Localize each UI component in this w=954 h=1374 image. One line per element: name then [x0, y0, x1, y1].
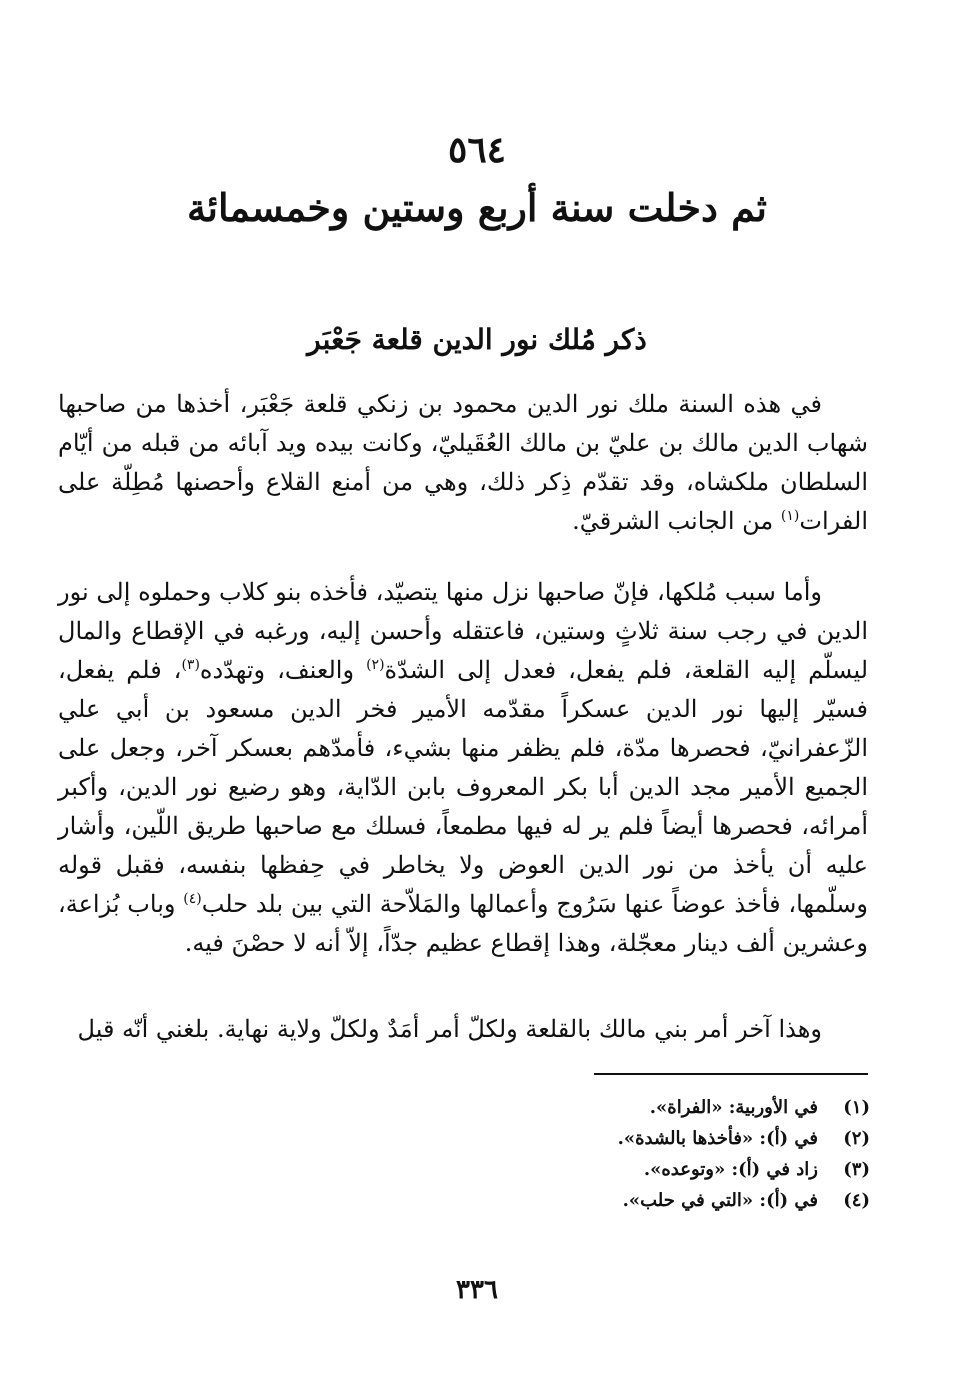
- footnote-text: في (أ): «التي في حلب».: [622, 1190, 818, 1211]
- footnote-item: [470, 1092, 870, 1123]
- footnote-ref-2: (٢): [366, 657, 385, 673]
- paragraph-text: وأما سبب مُلكها، فإنّ صاحبها نزل منها يتصيّد، فأخذه بنو كلاب وحملوه إلى نور الدين في رجب سنة ثلاثٍ وستين، فاعتقله وأحسن إليه، ورغبه في الإقطاع والمال ليسلّم إليه القلعة، فلم يفعل، فعدل إلى الشدّة: [58, 578, 869, 684]
- paragraph-text: في هذه السنة ملك نور الدين محمود بن زنكي قلعة جَعْبَر، أخذها من صاحبها شهاب الدين مالك بن عليّ بن مالك العُقَيليّ، وكانت بيده ويد آبائه من قبله من أيّام السلطان ملكشاه، وقد تقدّم ذِكر ذلك، وهي من أمنع القلاع وأحصنها مُطِلّة على الفرات: [58, 390, 869, 535]
- footnote-text: في الأوربية: «الفراة».: [649, 1097, 818, 1118]
- paragraph-text: وهذا آخر أمر بني مالك بالقلعة ولكلّ أمر أمَدٌ ولكلّ ولاية نهاية. بلغني أنّه قيل: [77, 1015, 822, 1043]
- footnote-number: (٢): [843, 1128, 870, 1149]
- footnote-number: (٤): [843, 1190, 870, 1211]
- year-title: ثم دخلت سنة أربع وستين وخمسمائة: [187, 185, 767, 230]
- footnote-ref-3: (٣): [181, 657, 200, 673]
- page-number: ٣٣٦: [456, 1275, 498, 1305]
- year-number: ٥٦٤: [447, 129, 506, 171]
- footnote-item: [470, 1123, 870, 1154]
- footnotes-list: [470, 1092, 870, 1216]
- paragraph-text: ، فلم يفعل، فسيّر إليها نور الدين عسكراً مقدّمه الأمير فخر الدين مسعود بن أبي علي الزّعفرانيّ، فحصرها مدّة، فلم يظفر منها بشيء، فأمدّهم بعسكر آخر، وجعل على الجميع الأمير مجد الدين أبا بكر المعروف بابن الدّاية، وهو رضيع نور الدين، وأكبر أمرائه، فحصرها أيضاً فلم ير له فيها مطمعاً، فسلك مع صاحبها طريق اللّين، وأشار عليه أن يأخذ من نور الدين العوض ولا يخاطر في حِفظها بنفسه، فقبل قوله وسلّمها، فأخذ عوضاً عنها سَرُوج وأعمالها والمَلاّحة التي بين بلد حلب: [58, 656, 868, 918]
- footnote-item: [470, 1185, 870, 1216]
- section-heading: ذكر مُلك نور الدين قلعة جَعْبَر: [307, 323, 647, 356]
- paragraph-text: والعنف، وتهدّده: [199, 656, 367, 684]
- footnote-ref-4: (٤): [183, 891, 202, 907]
- footnote-number: (١): [843, 1097, 870, 1118]
- paragraph-3: [58, 1010, 868, 1049]
- paragraph-text: من الجانب الشرقيّ.: [572, 507, 781, 535]
- paragraph-2: [58, 573, 868, 963]
- footnote-divider: [594, 1073, 868, 1075]
- footnote-text: زاد في (أ): «وتوعده».: [643, 1159, 818, 1180]
- paragraph-1: [58, 385, 868, 541]
- footnote-text: في (أ): «فأخذها بالشدة».: [617, 1128, 818, 1149]
- footnote-item: [470, 1154, 870, 1185]
- footnote-number: (٣): [843, 1159, 870, 1180]
- paragraph-text: وباب بُزاعة، وعشرين ألف دينار معجّلة، وهذا إقطاع عظيم جدّاً، إلاّ أنه لا حصْنَ فيه.: [58, 890, 868, 957]
- footnote-ref-1: (١): [780, 508, 800, 524]
